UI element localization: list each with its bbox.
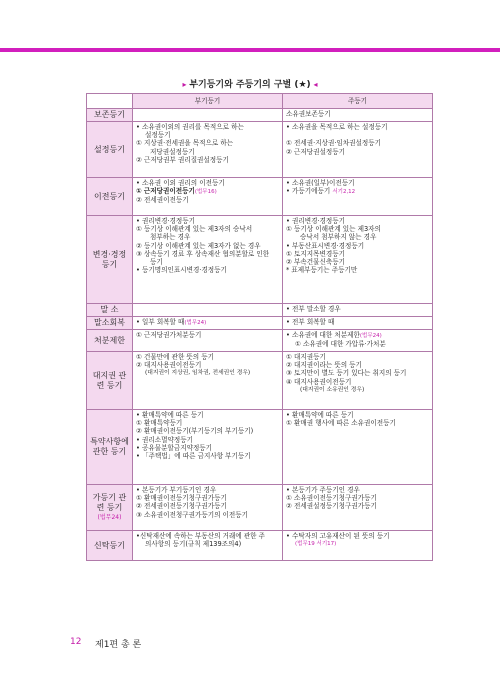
left-cell: •신탁재산에 속하는 부동산의 거래에 관한 주 의사항의 등기(규칙 제139조의4)	[133, 531, 283, 561]
page-title: ▸ 부기등기와 주등기의 구별 (★) ◂	[182, 80, 318, 90]
top-accent-bar	[0, 48, 500, 52]
table-row	[87, 109, 433, 122]
right-cell: • 전부 회복할 때	[283, 317, 433, 330]
table-row	[87, 352, 433, 410]
table-row	[87, 122, 433, 178]
table-row	[87, 216, 433, 304]
chapter-title: 제1편 총 론	[95, 640, 142, 650]
table-row	[87, 485, 433, 531]
title-bullet-left: ▸	[182, 80, 190, 89]
row-category: 말 소	[87, 304, 133, 317]
title-bullet-right: ◂	[310, 80, 318, 89]
row-category: 신탁등기	[87, 531, 133, 561]
right-cell: • 소유권에 대한 처분제한(법무24) ① 소유권에 대한 가압류·가처분	[283, 330, 433, 352]
left-cell	[133, 304, 283, 317]
right-cell: • 환매특약에 따른 등기 ① 환매권 행사에 따른 소유권이전등기	[283, 410, 433, 485]
left-cell	[133, 109, 283, 122]
header-left: 부기등기	[133, 94, 283, 109]
row-category: 변경·경정등기	[87, 216, 133, 304]
left-cell: • 소유권 이외 권리의 이전등기 ① 근저당권이전등기(법무16) ② 전세권이전등기	[133, 178, 283, 216]
page-number: 12	[70, 637, 82, 647]
row-category: 처분제한	[87, 330, 133, 352]
left-cell: • 환매특약에 따른 등기 ① 환매특약등기 ② 환매권이전등기(부기등기의 부기등기) • 권리소멸약정등기 • 공유물분할금지약정등기 • 「주택법」에 따른 금지사항 부기등기	[133, 410, 283, 485]
right-cell: • 본등기가 주등기인 경우 ① 소유권이전등기청구권가등기 ② 전세권설정등기청구권가등기	[283, 485, 433, 531]
left-cell: • 권리변경·경정등기 ① 등기상 이해관계 있는 제3자의 승낙서 첨부하는 경우 ② 등기상 이해관계 있는 제3자가 없는 경우 ③ 상속등기 경료 후 상속재산 협의분할로 인한 등기 • 등기명의인표시변경·경정등기	[133, 216, 283, 304]
row-category: 가등기 관련 등기 (법무24)	[87, 485, 133, 531]
row-category: 특약사항에 관한 등기	[87, 410, 133, 485]
table-row	[87, 304, 433, 317]
header-right: 주등기	[283, 94, 433, 109]
table-header-row	[87, 94, 433, 109]
right-cell: • 수탁자의 고유재산이 된 뜻의 등기 (법무19 서기17)	[283, 531, 433, 561]
right-cell: • 전부 말소할 경우	[283, 304, 433, 317]
right-cell: • 소유권(일부)이전등기 • 가등기에등기 서기2,12	[283, 178, 433, 216]
table-row	[87, 410, 433, 485]
left-cell: ① 건물만에 관한 뜻의 등기 ② 대지사용권이전등기 (대지권이 지상권, 임차권, 전세권인 경우)	[133, 352, 283, 410]
right-cell: 소유권보존등기	[283, 109, 433, 122]
row-category: 설정등기	[87, 122, 133, 178]
table-row	[87, 178, 433, 216]
left-cell: • 소유권이외의 권리를 목적으로 하는 설정등기 ① 지상권·전세권을 목적으로 하는 저당권설정등기 ② 근저당권부 권리질권설정등기	[133, 122, 283, 178]
table-row	[87, 330, 433, 352]
header-corner	[87, 94, 133, 109]
right-cell: • 소유권을 목적으로 하는 설정등기 ① 전세권·지상권·임차권설정등기 ② 근저당권설정등기	[283, 122, 433, 178]
left-cell: • 일부 회복할 때(법무24)	[133, 317, 283, 330]
row-category: 이전등기	[87, 178, 133, 216]
row-category: 말소회복	[87, 317, 133, 330]
left-cell: • 본등기가 부기등기인 경우 ① 환매권이전등기청구권가등기 ② 전세권이전등기청구권가등기 ③ 소유권이전청구권가등기의 이전등기	[133, 485, 283, 531]
right-cell: • 권리변경·경정등기 ① 등기상 이해관계 있는 제3자의 승낙서 첨부하지 않는 경우 • 부동산표시변경·경정등기 ① 토지지목변경등기 ② 부속건물신축등기 * 표제부등기는 주등기만	[283, 216, 433, 304]
left-cell: ① 근저당권가처분등기	[133, 330, 283, 352]
table-row	[87, 317, 433, 330]
table-row	[87, 531, 433, 561]
row-category: 보존등기	[87, 109, 133, 122]
row-category: 대지권 관련 등기	[87, 352, 133, 410]
right-cell: ① 대지권등기 ② 대지권이라는 뜻의 등기 ③ 토지만이 별도 등기 있다는 취지의 등기 ④ 대지사용권이전등기 (대지권이 소유권인 경우)	[283, 352, 433, 410]
comparison-table	[86, 93, 433, 561]
